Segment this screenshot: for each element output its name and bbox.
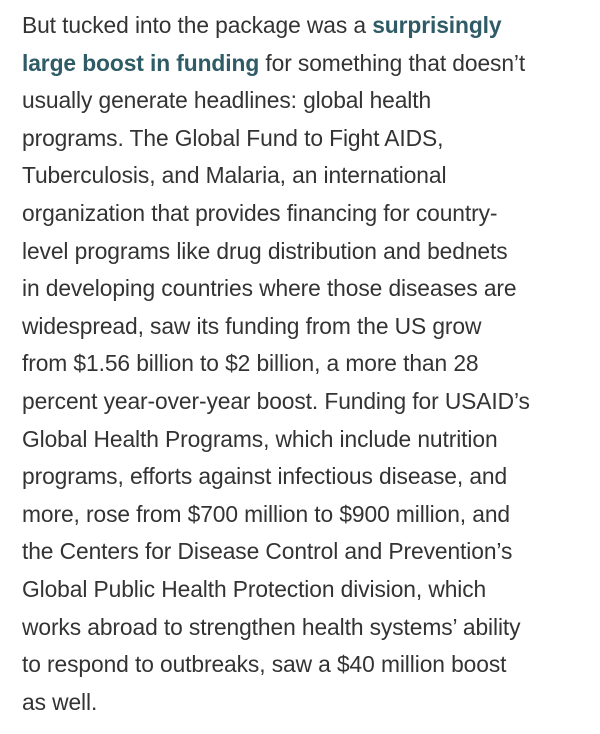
text-segment: from $1.56 billion to $2 billion, a more than 28: [22, 350, 479, 377]
article-paragraph: [22, 7, 582, 721]
text-segment: Tuberculosis, and Malaria, an international: [22, 162, 447, 189]
paragraph-line: [22, 270, 582, 308]
text-segment: programs, efforts against infectious disease, and: [22, 463, 508, 490]
paragraph-line: [22, 82, 582, 120]
paragraph-line: [22, 646, 582, 684]
paragraph-line: [22, 533, 582, 571]
paragraph-line: [22, 421, 582, 459]
text-segment: the Centers for Disease Control and Prevention’s: [22, 538, 513, 565]
paragraph-line: [22, 157, 582, 195]
paragraph-line: [22, 496, 582, 534]
paragraph-line: [22, 345, 582, 383]
paragraph-line: [22, 233, 582, 271]
text-segment: But tucked into the package was a: [22, 12, 373, 38]
text-segment: in developing countries where those diseases are: [22, 275, 517, 302]
paragraph-line: [22, 609, 582, 647]
paragraph-line: [22, 308, 582, 346]
text-segment: widespread, saw its funding from the US grow: [22, 312, 482, 339]
paragraph-line: [22, 458, 582, 496]
text-segment: more, rose from $700 million to $900 million, and: [22, 500, 511, 527]
inline-link[interactable]: large boost in funding: [22, 49, 260, 76]
text-segment: level programs like drug distribution and bednets: [22, 237, 508, 264]
paragraph-line: [22, 571, 582, 609]
paragraph-line: [22, 7, 582, 45]
text-segment: works abroad to strengthen health systems’ ability: [22, 613, 521, 640]
text-segment: Global Health Programs, which include nutrition: [22, 425, 498, 452]
text-segment: to respond to outbreaks, saw a $40 million boost: [22, 651, 507, 678]
text-segment: usually generate headlines: global health: [22, 87, 432, 114]
paragraph-line: [22, 195, 582, 233]
text-segment: percent year-over-year boost. Funding for USAID’s: [22, 387, 530, 414]
paragraph-line: [22, 120, 582, 158]
text-segment: Global Public Health Protection division, which: [22, 575, 487, 602]
text-segment: organization that provides financing for country-: [22, 199, 498, 226]
inline-link[interactable]: surprisingly: [372, 12, 502, 38]
paragraph-line: [22, 45, 582, 83]
text-segment: for something that doesn’t: [259, 49, 526, 76]
paragraph-line: [22, 383, 582, 421]
paragraph-line: [22, 684, 582, 722]
text-segment: programs. The Global Fund to Fight AIDS,: [22, 124, 444, 151]
text-segment: as well.: [22, 688, 98, 715]
